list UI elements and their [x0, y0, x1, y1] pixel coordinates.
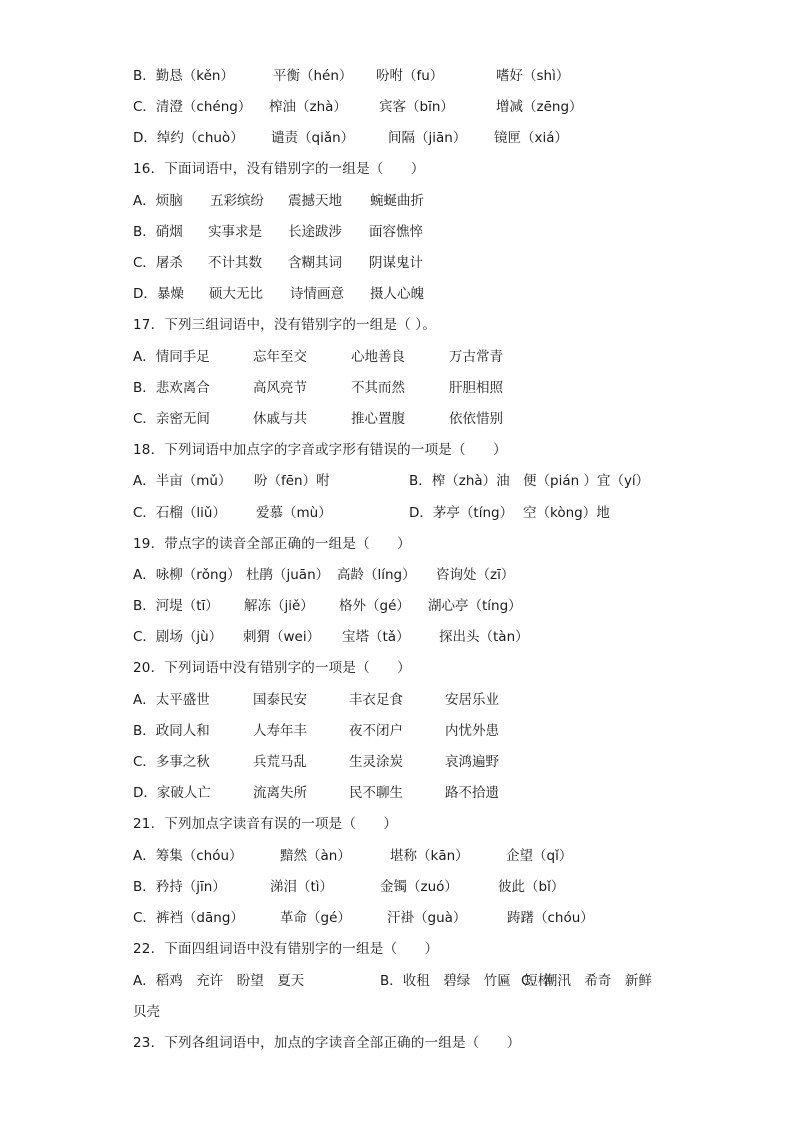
q22-stem: 22．下面四组词语中没有错别字的一组是（ ）: [133, 941, 439, 957]
q18-row-2: C．石榴（liǔ） 爱慕（mù） D．茅亭（tíng） 空（kòng）地: [133, 505, 610, 521]
q15-option-b: B．勤恳（kěn） 平衡（hén） 吩咐（fu） 嗜好（shì）: [133, 68, 570, 84]
q16-option-d: D．暴燥 硕大无比 诗情画意 摄人心魄: [133, 286, 424, 302]
q20-option-b: B．政同人和 人寿年丰 夜不闭户 内忧外患: [133, 723, 499, 739]
q17-stem: 17．下列三组词语中，没有错别字的一组是（ ）。: [133, 317, 437, 333]
q15-option-c: C．清澄（chéng） 榨油（zhà） 宾客（bīn） 增减（zēng）: [133, 99, 583, 115]
q18-stem: 18．下列词语中加点字的字音或字形有错误的一项是（ ）: [133, 442, 507, 458]
q18-row-1: A．半亩（mǔ） 吩（fēn）咐 B．榨（zhà）油 便（pián ）宜（yí）: [133, 473, 650, 489]
q17-option-c: C．亲密无间 休戚与共 推心置腹 依依惜别: [133, 411, 503, 427]
q20-stem: 20．下列词语中没有错别字的一项是（ ）: [133, 660, 411, 676]
q20-option-c: C．多事之秋 兵荒马乱 生灵涂炭 哀鸿遍野: [133, 754, 499, 770]
q20-option-d: D．家破人亡 流离失所 民不聊生 路不拾遗: [133, 785, 499, 801]
q22-options-continued: 贝壳: [133, 1004, 160, 1020]
q23-stem: 23．下列各组词语中，加点的字读音全部正确的一组是（ ）: [133, 1035, 521, 1051]
q16-option-a: A．烦脑 五彩缤纷 震撼天地 蜿蜒曲折: [133, 193, 424, 209]
q16-stem: 16．下面词语中，没有错别字的一组是（ ）: [133, 161, 425, 177]
q19-option-c: C．剧场（jù） 刺猬（wei） 宝塔（tǎ） 探出头（tàn）: [133, 629, 529, 645]
q17-option-a: A．情同手足 忘年至交 心地善良 万古常青: [133, 349, 503, 365]
q21-option-b: B．矜持（jīn） 涕泪（tì） 金镯（zuó） 彼此（bǐ）: [133, 879, 565, 895]
q19-option-b: B．河堤（tī） 解冻（jiě） 格外（gé） 湖心亭（tíng）: [133, 598, 522, 614]
q21-option-a: A．筹集（chóu） 黯然（àn） 堪称（kān） 企望（qǐ）: [133, 848, 573, 864]
q15-option-d: D．绰约（chuò） 谴责（qiǎn） 间隔（jiān） 镜匣（xiá）: [133, 130, 569, 146]
q21-stem: 21．下列加点字读音有误的一项是（ ）: [133, 816, 398, 832]
q22-options-row: A．稻鸡 充许 盼望 夏天 B．收租 碧绿 竹匾 短棒C．潮汛 希奇 新鲜: [133, 973, 652, 989]
q19-stem: 19．带点字的读音全部正确的一组是（ ）: [133, 536, 411, 552]
q16-option-c: C．屠杀 不计其数 含糊其词 阴谋鬼计: [133, 255, 423, 271]
q17-option-b: B．悲欢离合 高风亮节 不其而然 肝胆相照: [133, 380, 503, 396]
q20-option-a: A．太平盛世 国泰民安 丰衣足食 安居乐业: [133, 692, 499, 708]
q19-option-a: A．咏柳（rǒng） 杜鹃（juān） 高龄（líng） 咨询处（zī）: [133, 567, 515, 583]
q16-option-b: B．硝烟 实事求是 长途跋涉 面容憔悴: [133, 224, 423, 240]
q21-option-c: C．裤裆（dāng） 革命（gé） 汗褂（guà） 踌躇（chóu）: [133, 910, 594, 926]
